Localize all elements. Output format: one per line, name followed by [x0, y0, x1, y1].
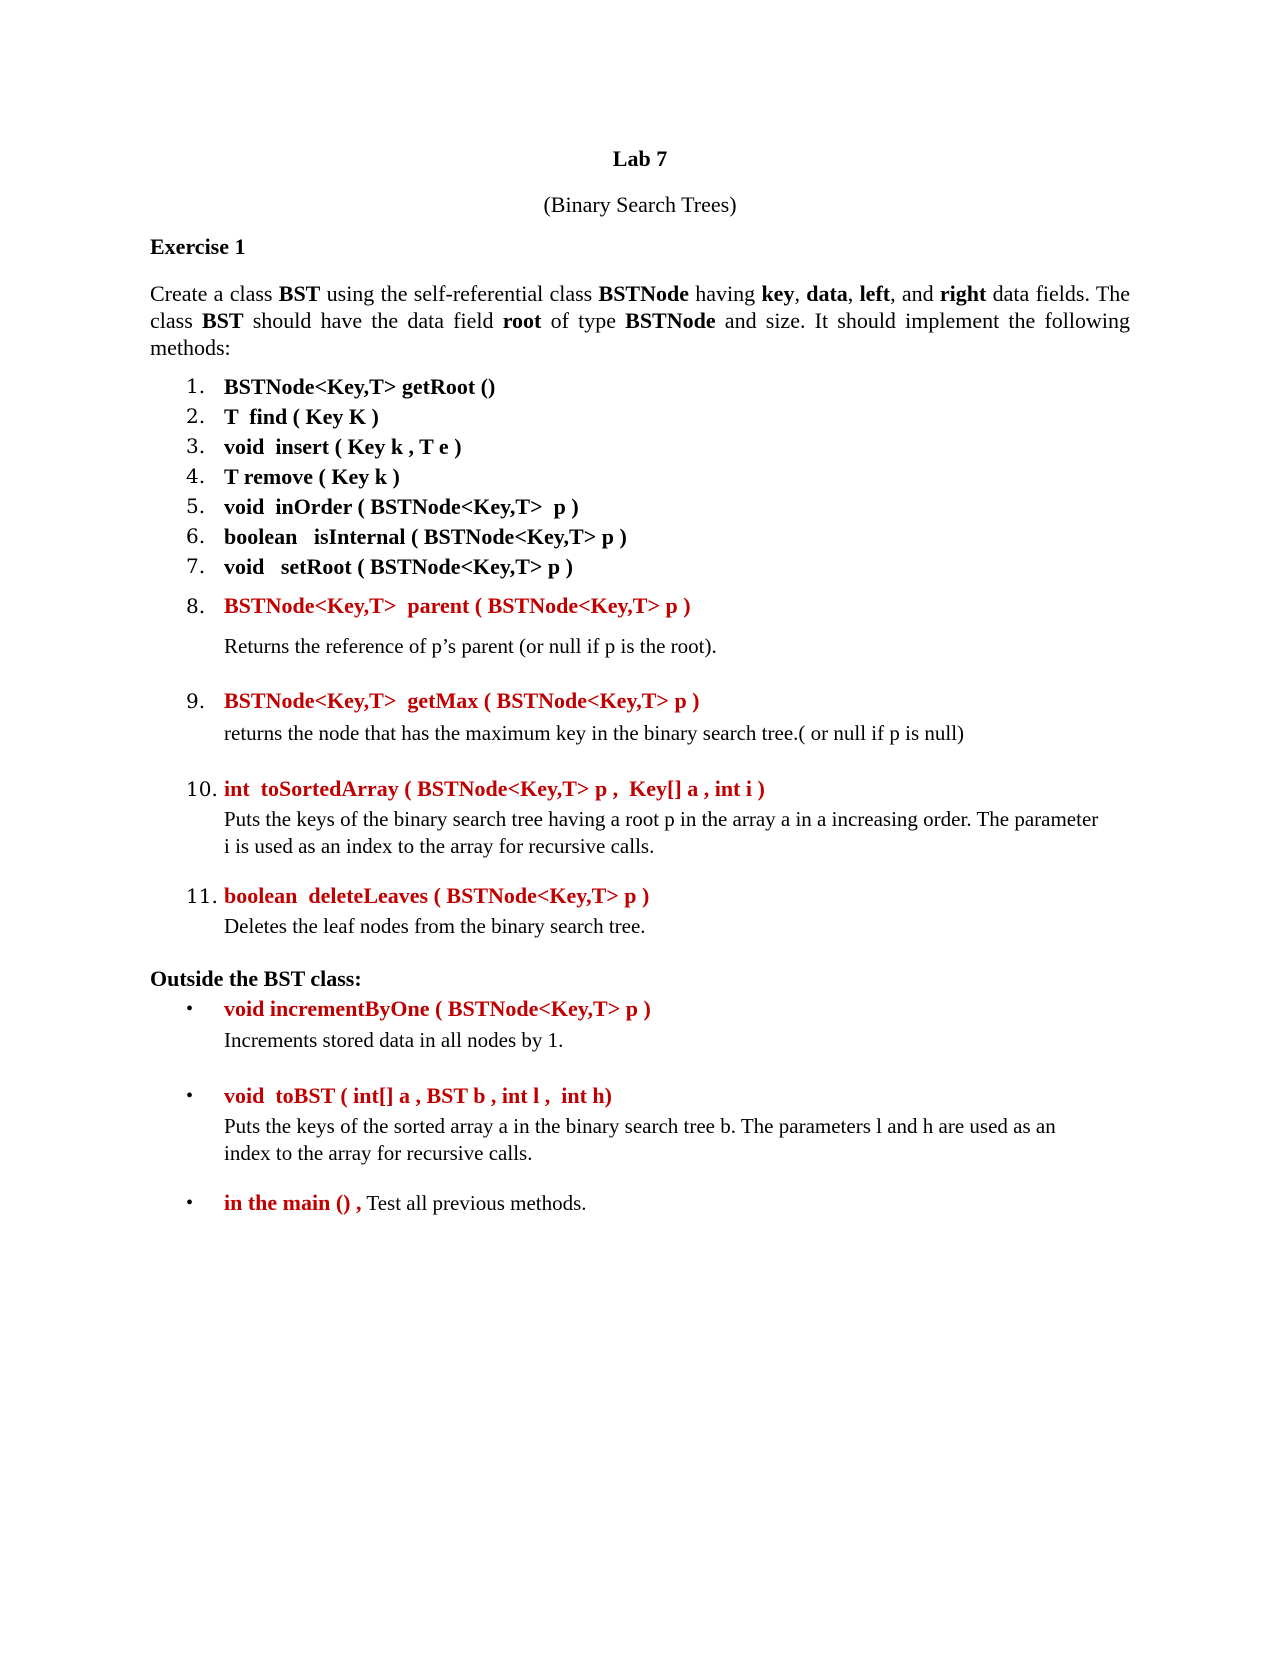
- list-number: 4.: [186, 464, 206, 488]
- bullet: •: [186, 1085, 194, 1107]
- intro-text: ,: [847, 281, 860, 306]
- method-signature: T remove ( Key k ): [224, 464, 400, 489]
- outside-heading: Outside the BST class:: [150, 966, 362, 991]
- page-subtitle: (Binary Search Trees): [543, 192, 737, 217]
- intro-text: should have the data field: [243, 308, 503, 333]
- list-number: 10.: [186, 777, 218, 801]
- method-signature: BSTNode<Key,T> getMax ( BSTNode<Key,T> p ): [224, 688, 700, 713]
- intro-bold: BST: [201, 308, 244, 333]
- list-number: 9.: [186, 689, 206, 713]
- function-description: Increments stored data in all nodes by 1.: [224, 1028, 564, 1052]
- intro-bold: key: [761, 281, 795, 306]
- intro-paragraph: [150, 280, 1130, 361]
- list-number: 3.: [186, 434, 206, 458]
- method-signature: void insert ( Key k , T e ): [224, 434, 462, 459]
- method-signature: int toSortedArray ( BSTNode<Key,T> p , Key[] a , int i ): [224, 776, 765, 801]
- intro-text: of type: [541, 308, 626, 333]
- list-number: 6.: [186, 524, 206, 548]
- bullet: •: [186, 998, 194, 1020]
- exercise-heading: Exercise 1: [150, 234, 246, 259]
- method-signature: BSTNode<Key,T> getRoot (): [224, 374, 496, 399]
- function-description: Puts the keys of the sorted array a in the binary search tree b. The parameters l and h are used as an index to the array for recursive calls.: [224, 1114, 1056, 1165]
- main-label: in the main () ,: [224, 1190, 362, 1215]
- intro-bold: left: [859, 281, 891, 306]
- main-instruction: [224, 1190, 587, 1216]
- intro-text: data fields. The class: [150, 281, 1131, 333]
- page-title: Lab 7: [612, 146, 668, 171]
- intro-bold: BSTNode: [598, 281, 689, 306]
- method-description: returns the node that has the maximum key in the binary search tree.( or null if p is null): [224, 721, 965, 745]
- list-number: 8.: [186, 594, 206, 618]
- method-description: Returns the reference of p’s parent (or null if p is the root).: [224, 634, 717, 658]
- method-signature: boolean deleteLeaves ( BSTNode<Key,T> p ): [224, 883, 650, 908]
- bullet: •: [186, 1192, 194, 1214]
- function-signature: void toBST ( int[] a , BST b , int l , int h): [224, 1083, 612, 1108]
- intro-text: having: [689, 281, 762, 306]
- intro-text: using the self-referential class: [320, 281, 599, 306]
- intro-text: ,: [794, 281, 807, 306]
- main-description: Test all previous methods.: [361, 1191, 587, 1215]
- method-description: Puts the keys of the binary search tree having a root p in the array a in a increasing order. The parameter i is used as an index to the array for recursive calls.: [224, 807, 1099, 858]
- intro-bold: BSTNode: [625, 308, 716, 333]
- method-signature: BSTNode<Key,T> parent ( BSTNode<Key,T> p ): [224, 593, 691, 618]
- list-number: 7.: [186, 554, 206, 578]
- intro-bold: root: [502, 308, 542, 333]
- intro-text: , and: [890, 281, 940, 306]
- intro-text: Create a class: [150, 281, 279, 306]
- method-signature: void inOrder ( BSTNode<Key,T> p ): [224, 494, 579, 519]
- function-signature: void incrementByOne ( BSTNode<Key,T> p ): [224, 996, 651, 1021]
- list-number: 1.: [186, 374, 206, 398]
- method-signature: void setRoot ( BSTNode<Key,T> p ): [224, 554, 573, 579]
- method-signature: boolean isInternal ( BSTNode<Key,T> p ): [224, 524, 627, 549]
- list-number: 5.: [186, 494, 206, 518]
- method-description: Deletes the leaf nodes from the binary search tree.: [224, 914, 646, 938]
- intro-bold: BST: [278, 281, 321, 306]
- list-number: 2.: [186, 404, 206, 428]
- method-signature: T find ( Key K ): [224, 404, 379, 429]
- intro-bold: right: [939, 281, 987, 306]
- list-number: 11.: [186, 884, 218, 908]
- intro-text: and size. It should implement the following methods:: [150, 308, 1130, 360]
- intro-bold: data: [806, 281, 848, 306]
